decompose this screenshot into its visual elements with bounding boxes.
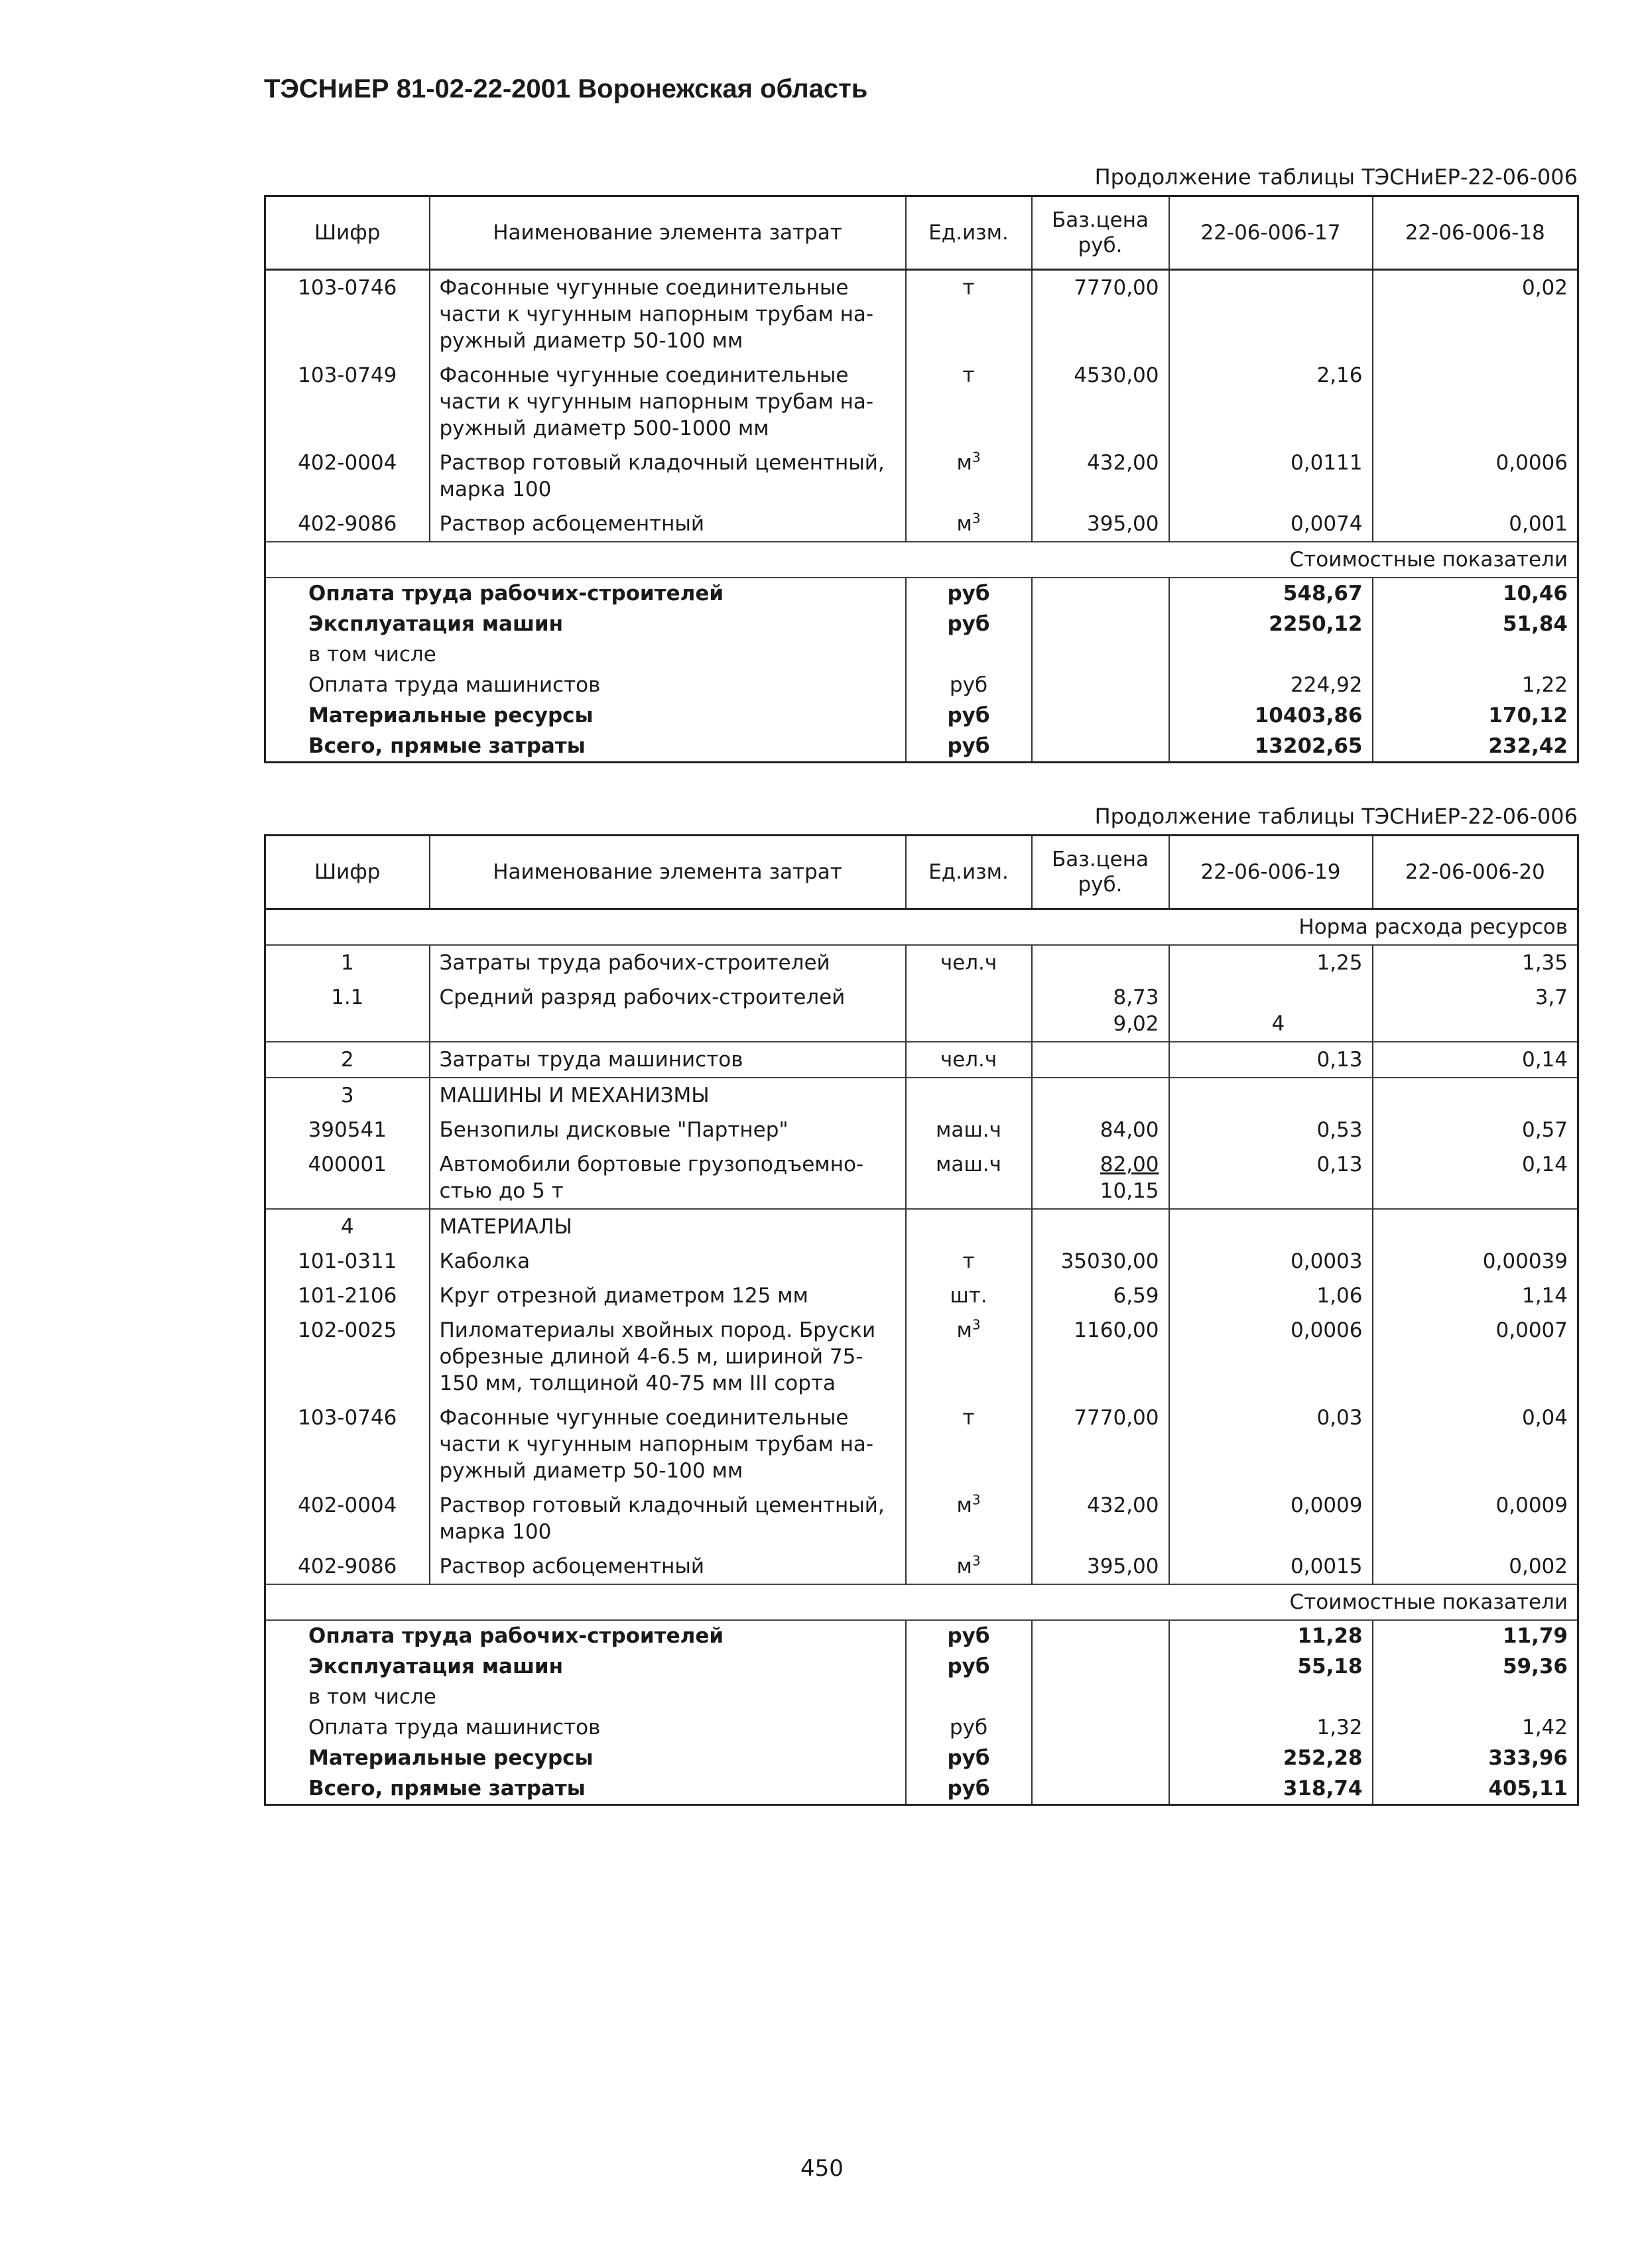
- row-name: Пиломатериалы хвойных пород. Бруски обрезные длиной 4-6.5 м, шириной 75-150 мм, толщиной 40-75 мм III сорта: [430, 1313, 906, 1401]
- row-code: 1.1: [265, 980, 430, 1042]
- price-value: 1160,00: [1074, 1318, 1159, 1342]
- cost-unit: [906, 639, 1032, 670]
- table-row: [265, 1244, 1578, 1279]
- cost-price: [1032, 639, 1169, 670]
- row-norm-2: 1,35: [1373, 945, 1578, 980]
- row-norm-2: 0,0007: [1373, 1313, 1578, 1401]
- price-value: 395,00: [1087, 512, 1159, 536]
- cost-row: [265, 609, 1578, 639]
- col-header-price: Баз.цена руб.: [1032, 836, 1169, 909]
- resource-table-2: [264, 834, 1579, 1806]
- row-price: [1032, 446, 1169, 507]
- norm-value: 0,0003: [1291, 1249, 1363, 1273]
- norm-value: 2,16: [1316, 363, 1363, 387]
- row-norm-2: [1373, 358, 1578, 446]
- cost-name: Эксплуатация машин: [265, 609, 906, 639]
- table-row: [265, 1549, 1578, 1584]
- table-row: [265, 446, 1578, 507]
- row-name: Затраты труда рабочих-строителей: [430, 945, 906, 980]
- cost-unit: руб: [906, 1651, 1032, 1682]
- row-code: 4: [265, 1209, 430, 1244]
- row-name: МАТЕРИАЛЫ: [430, 1209, 906, 1244]
- row-name: Раствор готовый кладочный цементный, марка 100: [430, 1488, 906, 1549]
- row-unit: [906, 270, 1032, 359]
- price-value: 432,00: [1087, 451, 1159, 475]
- norm-value: 0,0006: [1291, 1318, 1363, 1342]
- cost-norm-1: [1169, 1682, 1373, 1712]
- row-name: Бензопилы дисковые "Партнер": [430, 1113, 906, 1147]
- row-unit: [906, 1147, 1032, 1209]
- unit-text: м: [956, 1318, 972, 1342]
- col-header-price: Баз.цена руб.: [1032, 196, 1169, 270]
- norm-value: 0,0009: [1291, 1493, 1363, 1517]
- cost-norm-2: [1373, 1682, 1578, 1712]
- cost-price: [1032, 1712, 1169, 1743]
- cost-norm-2: 11,79: [1373, 1620, 1578, 1651]
- row-code: 102-0025: [265, 1313, 430, 1401]
- cost-norm-1: 548,67: [1169, 578, 1373, 609]
- row-norm-1: [1169, 1313, 1373, 1401]
- section-row: [265, 542, 1578, 578]
- unit-text: т: [962, 276, 975, 300]
- row-unit: [906, 1313, 1032, 1401]
- row-code: 402-0004: [265, 446, 430, 507]
- cost-norm-2: 1,42: [1373, 1712, 1578, 1743]
- row-unit: [906, 1401, 1032, 1488]
- row-norm-1: [1169, 1147, 1373, 1209]
- cost-price: [1032, 1651, 1169, 1682]
- row-code: 3: [265, 1078, 430, 1113]
- price-value: 35030,00: [1060, 1249, 1159, 1273]
- row-norm-2: 3,7: [1373, 980, 1578, 1042]
- cost-row: [265, 1712, 1578, 1743]
- row-norm-1: [1169, 1078, 1373, 1113]
- cost-price: [1032, 1682, 1169, 1712]
- col-header-unit: Ед.изм.: [906, 836, 1032, 909]
- row-name: Фасонные чугунные соединительные части к чугунным напорным трубам на-ружный диаметр 50-100 мм: [430, 270, 906, 359]
- row-norm-2: 0,0006: [1373, 446, 1578, 507]
- row-price: [1032, 1488, 1169, 1549]
- cost-row: [265, 1743, 1578, 1773]
- row-norm-1: [1169, 446, 1373, 507]
- cost-name: Всего, прямые затраты: [265, 1773, 906, 1805]
- row-norm-2: 0,57: [1373, 1113, 1578, 1147]
- cost-row: [265, 670, 1578, 700]
- cost-norm-1: 55,18: [1169, 1651, 1373, 1682]
- row-norm-1: [1169, 945, 1373, 980]
- row-norm-2: [1373, 1209, 1578, 1244]
- row-price: [1032, 1244, 1169, 1279]
- unit-text: т: [962, 363, 975, 387]
- table1-caption: Продолжение таблицы ТЭСНиЕР-22-06-006: [1094, 164, 1578, 190]
- cost-price: [1032, 700, 1169, 731]
- col-header-norm-2: 22-06-006-18: [1373, 196, 1578, 270]
- row-code: 402-9086: [265, 1549, 430, 1584]
- unit-text: т: [962, 1249, 975, 1273]
- unit-text: т: [962, 1406, 975, 1430]
- row-unit: [906, 1042, 1032, 1078]
- col-header-name: Наименование элемента затрат: [430, 836, 906, 909]
- section-label: Стоимостные показатели: [265, 542, 1578, 578]
- section-row: [265, 909, 1578, 946]
- unit-superscript: 3: [972, 1316, 981, 1333]
- unit-text: маш.ч: [936, 1153, 1001, 1176]
- row-norm-1: [1169, 980, 1373, 1042]
- cost-row: [265, 1651, 1578, 1682]
- cost-unit: руб: [906, 578, 1032, 609]
- row-code: 103-0746: [265, 270, 430, 359]
- cost-row: [265, 1682, 1578, 1712]
- table-row: [265, 358, 1578, 446]
- cost-unit: [906, 1682, 1032, 1712]
- unit-superscript: 3: [972, 510, 981, 527]
- unit-superscript: 3: [972, 1552, 981, 1569]
- cost-unit: руб: [906, 1620, 1032, 1651]
- price-value-2: 10,15: [1100, 1179, 1159, 1203]
- row-price: [1032, 1279, 1169, 1313]
- norm-value: 1,06: [1316, 1284, 1363, 1308]
- row-unit: [906, 446, 1032, 507]
- row-norm-2: 0,001: [1373, 507, 1578, 542]
- row-code: 103-0746: [265, 1401, 430, 1488]
- row-name: Автомобили бортовые грузоподъемно-стью до 5 т: [430, 1147, 906, 1209]
- cost-norm-2: 1,22: [1373, 670, 1578, 700]
- table-row: [265, 980, 1578, 1042]
- row-norm-2: 0,02: [1373, 270, 1578, 359]
- row-price: [1032, 945, 1169, 980]
- row-unit: [906, 1113, 1032, 1147]
- row-price: [1032, 1401, 1169, 1488]
- table-row: [265, 1042, 1578, 1078]
- col-header-norm-1: 22-06-006-17: [1169, 196, 1373, 270]
- row-norm-2: [1373, 1078, 1578, 1113]
- row-price: [1032, 980, 1169, 1042]
- row-unit: [906, 1244, 1032, 1279]
- unit-text: чел.ч: [940, 1048, 997, 1072]
- norm-value: 0,13: [1316, 1153, 1363, 1176]
- norm-value: 0,13: [1316, 1048, 1363, 1072]
- cost-norm-1: 224,92: [1169, 670, 1373, 700]
- cost-unit: руб: [906, 731, 1032, 763]
- row-name: Фасонные чугунные соединительные части к чугунным напорным трубам на-ружный диаметр 500-1000 мм: [430, 358, 906, 446]
- row-norm-1: [1169, 358, 1373, 446]
- cost-name: в том числе: [265, 1682, 906, 1712]
- cost-norm-1: 11,28: [1169, 1620, 1373, 1651]
- cost-unit: руб: [906, 1773, 1032, 1805]
- col-header-norm-1: 22-06-006-19: [1169, 836, 1373, 909]
- unit-superscript: 3: [972, 1491, 981, 1508]
- cost-name: Эксплуатация машин: [265, 1651, 906, 1682]
- cost-row: [265, 700, 1578, 731]
- row-code: 2: [265, 1042, 430, 1078]
- unit-text: м: [956, 512, 972, 536]
- row-norm-1: [1169, 270, 1373, 359]
- price-value: 432,00: [1087, 1493, 1159, 1517]
- row-code: 101-0311: [265, 1244, 430, 1279]
- row-unit: [906, 1078, 1032, 1113]
- cost-norm-2: 10,46: [1373, 578, 1578, 609]
- cost-norm-1: [1169, 639, 1373, 670]
- row-price: [1032, 1042, 1169, 1078]
- row-unit: [906, 507, 1032, 542]
- cost-price: [1032, 731, 1169, 763]
- table-row: [265, 945, 1578, 980]
- table-row: [265, 1279, 1578, 1313]
- norm-value: 1,25: [1316, 951, 1363, 975]
- row-price: [1032, 358, 1169, 446]
- col-header-code: Шифр: [265, 196, 430, 270]
- cost-norm-1: 2250,12: [1169, 609, 1373, 639]
- row-name: Затраты труда машинистов: [430, 1042, 906, 1078]
- cost-price: [1032, 578, 1169, 609]
- row-price: [1032, 1078, 1169, 1113]
- cost-name: Материальные ресурсы: [265, 1743, 906, 1773]
- row-norm-2: 0,00039: [1373, 1244, 1578, 1279]
- page-number: 450: [800, 2155, 844, 2182]
- cost-unit: руб: [906, 670, 1032, 700]
- cost-norm-2: 405,11: [1373, 1773, 1578, 1805]
- row-norm-2: 0,0009: [1373, 1488, 1578, 1549]
- table-row: [265, 1488, 1578, 1549]
- cost-price: [1032, 670, 1169, 700]
- cost-norm-2: 170,12: [1373, 700, 1578, 731]
- cost-norm-2: [1373, 639, 1578, 670]
- cost-price: [1032, 1620, 1169, 1651]
- cost-name: Материальные ресурсы: [265, 700, 906, 731]
- table-row: [265, 270, 1578, 359]
- unit-text: м: [956, 1554, 972, 1578]
- row-price: [1032, 1113, 1169, 1147]
- row-code: 103-0749: [265, 358, 430, 446]
- cost-name: в том числе: [265, 639, 906, 670]
- cost-norm-2: 232,42: [1373, 731, 1578, 763]
- row-unit: [906, 1549, 1032, 1584]
- table2-caption: Продолжение таблицы ТЭСНиЕР-22-06-006: [1094, 804, 1578, 829]
- row-code: 402-0004: [265, 1488, 430, 1549]
- table-row: [265, 1078, 1578, 1113]
- cost-price: [1032, 1743, 1169, 1773]
- row-norm-1: [1169, 1549, 1373, 1584]
- document-title: ТЭСНиЕР 81-02-22-2001 Воронежская область: [264, 74, 868, 103]
- cost-norm-2: 59,36: [1373, 1651, 1578, 1682]
- cost-row: [265, 639, 1578, 670]
- cost-unit: руб: [906, 1712, 1032, 1743]
- cost-name: Всего, прямые затраты: [265, 731, 906, 763]
- row-norm-2: 0,002: [1373, 1549, 1578, 1584]
- cost-name: Оплата труда машинистов: [265, 1712, 906, 1743]
- row-norm-2: 0,04: [1373, 1401, 1578, 1488]
- section-row: [265, 1584, 1578, 1620]
- row-price: [1032, 1147, 1169, 1209]
- unit-text: м: [956, 1493, 972, 1517]
- col-header-norm-2: 22-06-006-20: [1373, 836, 1578, 909]
- unit-text: чел.ч: [940, 951, 997, 975]
- cost-norm-1: 1,32: [1169, 1712, 1373, 1743]
- unit-text: маш.ч: [936, 1118, 1001, 1142]
- row-price: [1032, 1209, 1169, 1244]
- table-row: [265, 1209, 1578, 1244]
- cost-norm-1: 13202,65: [1169, 731, 1373, 763]
- price-value: 395,00: [1087, 1554, 1159, 1578]
- cost-name: Оплата труда машинистов: [265, 670, 906, 700]
- cost-unit: руб: [906, 700, 1032, 731]
- row-norm-2: 0,14: [1373, 1042, 1578, 1078]
- cost-unit: руб: [906, 1743, 1032, 1773]
- row-norm-1: [1169, 1113, 1373, 1147]
- price-value: 7770,00: [1074, 276, 1159, 300]
- norm-value: 0,0111: [1291, 451, 1363, 475]
- row-price: [1032, 1549, 1169, 1584]
- col-header-name: Наименование элемента затрат: [430, 196, 906, 270]
- row-name: МАШИНЫ И МЕХАНИЗМЫ: [430, 1078, 906, 1113]
- col-header-code: Шифр: [265, 836, 430, 909]
- price-value: 8,73: [1113, 985, 1159, 1009]
- row-unit: [906, 945, 1032, 980]
- cost-price: [1032, 609, 1169, 639]
- row-norm-2: 0,14: [1373, 1147, 1578, 1209]
- row-code: 101-2106: [265, 1279, 430, 1313]
- row-name: Раствор асбоцементный: [430, 1549, 906, 1584]
- cost-price: [1032, 1773, 1169, 1805]
- row-code: 1: [265, 945, 430, 980]
- section-label: Стоимостные показатели: [265, 1584, 1578, 1620]
- norm-value: 0,0074: [1291, 512, 1363, 536]
- section-label: Норма расхода ресурсов: [265, 909, 1578, 946]
- row-name: Фасонные чугунные соединительные части к чугунным напорным трубам на-ружный диаметр 50-100 мм: [430, 1401, 906, 1488]
- row-code: 390541: [265, 1113, 430, 1147]
- price-value: 6,59: [1113, 1284, 1159, 1308]
- row-price: [1032, 507, 1169, 542]
- table-row: [265, 1147, 1578, 1209]
- row-code: 400001: [265, 1147, 430, 1209]
- row-norm-1: [1169, 1401, 1373, 1488]
- row-unit: [906, 980, 1032, 1042]
- unit-text: м: [956, 451, 972, 475]
- row-name: Каболка: [430, 1244, 906, 1279]
- cost-row: [265, 1773, 1578, 1805]
- row-norm-1: [1169, 1279, 1373, 1313]
- row-unit: [906, 358, 1032, 446]
- row-norm-2: 1,14: [1373, 1279, 1578, 1313]
- norm-value: 0,53: [1316, 1118, 1363, 1142]
- table-row: [265, 1113, 1578, 1147]
- cost-norm-2: 51,84: [1373, 609, 1578, 639]
- row-code: 402-9086: [265, 507, 430, 542]
- price-value: 4530,00: [1074, 363, 1159, 387]
- row-unit: [906, 1279, 1032, 1313]
- norm-value: 0,03: [1316, 1406, 1363, 1430]
- norm-value: 0,0015: [1291, 1554, 1363, 1578]
- row-price: [1032, 1313, 1169, 1401]
- row-unit: [906, 1488, 1032, 1549]
- cost-unit: руб: [906, 609, 1032, 639]
- norm-value-2: 4: [1271, 1012, 1285, 1036]
- table-row: [265, 1313, 1578, 1401]
- unit-superscript: 3: [972, 449, 981, 466]
- row-norm-1: [1169, 1244, 1373, 1279]
- row-name: Раствор асбоцементный: [430, 507, 906, 542]
- row-norm-1: [1169, 1209, 1373, 1244]
- price-value: 7770,00: [1074, 1406, 1159, 1430]
- resource-table-1: [264, 195, 1579, 763]
- row-norm-1: [1169, 507, 1373, 542]
- row-name: Круг отрезной диаметром 125 мм: [430, 1279, 906, 1313]
- cost-norm-1: 10403,86: [1169, 700, 1373, 731]
- cost-norm-1: 252,28: [1169, 1743, 1373, 1773]
- row-norm-1: [1169, 1488, 1373, 1549]
- cost-norm-2: 333,96: [1373, 1743, 1578, 1773]
- row-norm-1: [1169, 1042, 1373, 1078]
- row-name: Раствор готовый кладочный цементный, марка 100: [430, 446, 906, 507]
- col-header-unit: Ед.изм.: [906, 196, 1032, 270]
- cost-norm-1: 318,74: [1169, 1773, 1373, 1805]
- table-row: [265, 1401, 1578, 1488]
- cost-name: Оплата труда рабочих-строителей: [265, 578, 906, 609]
- table-row: [265, 507, 1578, 542]
- price-value-2: 9,02: [1113, 1012, 1159, 1036]
- cost-name: Оплата труда рабочих-строителей: [265, 1620, 906, 1651]
- cost-row: [265, 1620, 1578, 1651]
- row-price: [1032, 270, 1169, 359]
- unit-text: шт.: [950, 1284, 987, 1308]
- price-value: 82,00: [1100, 1153, 1159, 1176]
- price-value: 84,00: [1100, 1118, 1159, 1142]
- cost-row: [265, 578, 1578, 609]
- cost-row: [265, 731, 1578, 763]
- row-unit: [906, 1209, 1032, 1244]
- row-name: Средний разряд рабочих-строителей: [430, 980, 906, 1042]
